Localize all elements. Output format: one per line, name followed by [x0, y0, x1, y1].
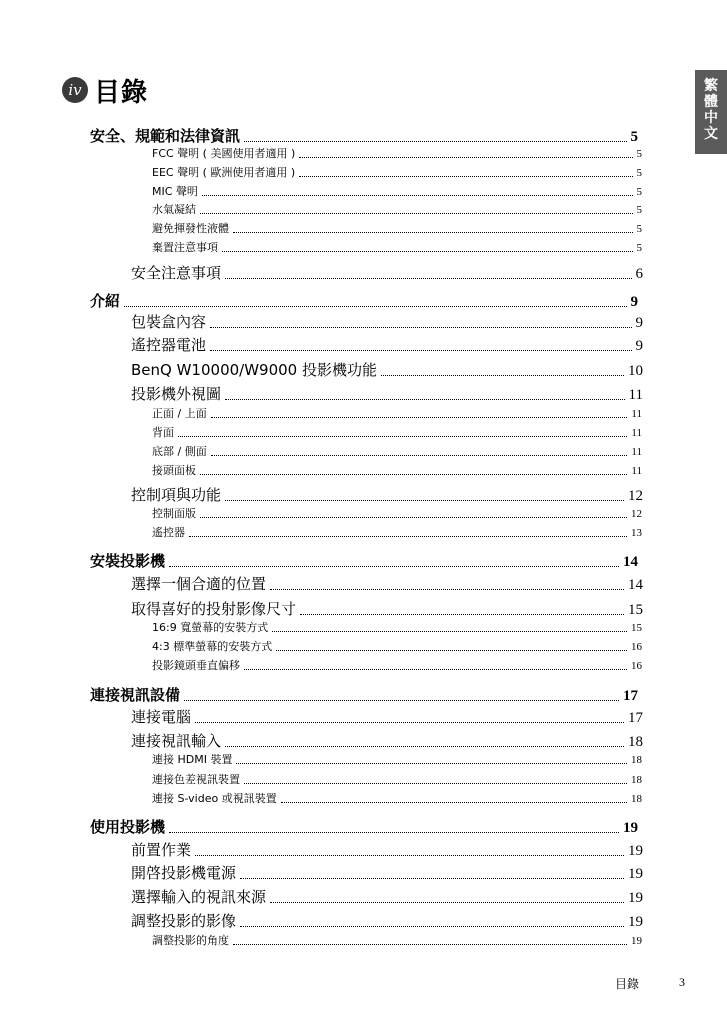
toc-dot-leader	[195, 722, 624, 723]
toc-entry[interactable]	[90, 290, 638, 311]
toc-entry-page: 5	[636, 148, 642, 160]
toc-entry-page: 9	[635, 338, 643, 354]
toc-entry[interactable]	[152, 462, 642, 478]
toc-entry-title: 遙控器電池	[131, 336, 207, 354]
toc-entry-title: 選擇輸入的視訊來源	[131, 888, 267, 906]
toc-entry[interactable]	[131, 598, 643, 619]
toc-entry-title: 連接電腦	[131, 708, 192, 726]
toc-dot-leader	[200, 474, 627, 475]
toc-entry-page: 19	[628, 843, 643, 859]
toc-entry-page: 13	[631, 527, 642, 539]
toc-dot-leader	[299, 176, 632, 177]
toc-entry-title: 取得喜好的投射影像尺寸	[131, 600, 297, 618]
toc-entry[interactable]	[131, 359, 643, 380]
toc-dot-leader	[281, 802, 627, 803]
toc-entry-page: 19	[631, 935, 642, 947]
page-title: 目錄	[94, 77, 149, 108]
page-header	[62, 72, 148, 108]
toc-entry[interactable]	[152, 201, 642, 217]
toc-entry-title: 接頭面板	[152, 464, 196, 477]
toc-entry-title: 連接色差視訊裝置	[152, 773, 240, 786]
toc-entry-page: 12	[628, 488, 643, 504]
toc-entry[interactable]	[152, 405, 642, 421]
toc-entry-title: 遙控器	[152, 526, 185, 539]
toc-dot-leader	[300, 614, 624, 615]
toc-dot-leader	[178, 436, 627, 437]
toc-dot-leader	[236, 763, 627, 764]
toc-entry-title: EEC 聲明 ( 歐洲使用者適用 )	[152, 166, 296, 179]
toc-dot-leader	[124, 306, 626, 307]
toc-entry[interactable]	[152, 424, 642, 440]
toc-entry-title: 安全、規範和法律資訊	[90, 127, 241, 145]
toc-entry-page: 5	[636, 167, 642, 179]
toc-entry-title: 連接 S-video 或視訊裝置	[152, 792, 277, 805]
toc-entry-page: 16	[631, 660, 642, 672]
toc-dot-leader	[225, 746, 624, 747]
toc-entry-page: 17	[628, 710, 643, 726]
page-footer	[615, 975, 685, 992]
toc-entry-title: 安全注意事項	[131, 264, 222, 282]
toc-entry[interactable]	[152, 183, 642, 199]
toc-dot-leader	[240, 926, 624, 927]
toc-entry-page: 19	[628, 866, 643, 882]
toc-entry-title: 使用投影機	[90, 818, 166, 836]
toc-entry-title: 背面	[152, 426, 174, 439]
toc-entry-page: 16	[631, 641, 642, 653]
toc-entry-title: 調整投影的角度	[152, 934, 229, 947]
toc-entry-page: 9	[635, 315, 643, 331]
toc-entry-title: MIC 聲明	[152, 185, 198, 198]
toc-entry-page: 5	[636, 204, 642, 216]
toc-entry-title: 16:9 寬螢幕的安裝方式	[152, 621, 269, 634]
toc-entry[interactable]	[152, 505, 642, 521]
toc-entry-title: 避免揮發性液體	[152, 222, 229, 235]
toc-entry[interactable]	[152, 751, 642, 767]
toc-entry-page: 19	[623, 820, 638, 836]
toc-dot-leader	[233, 232, 633, 233]
toc-entry-title: 介紹	[90, 292, 121, 310]
toc-entry[interactable]	[152, 619, 642, 635]
toc-entry[interactable]	[152, 771, 642, 787]
toc-entry[interactable]	[131, 573, 643, 594]
toc-dot-leader	[225, 278, 631, 279]
toc-entry[interactable]	[152, 220, 642, 236]
toc-entry-title: 正面 / 上面	[152, 407, 207, 420]
toc-entry[interactable]	[131, 311, 643, 332]
toc-dot-leader	[210, 350, 631, 351]
toc-entry-title: 連接視訊設備	[90, 686, 181, 704]
toc-entry[interactable]	[152, 524, 642, 540]
toc-dot-leader	[240, 878, 624, 879]
toc-entry[interactable]	[90, 125, 638, 146]
toc-entry[interactable]	[152, 239, 642, 255]
toc-dot-leader	[169, 566, 619, 567]
toc-entry[interactable]	[131, 334, 643, 355]
toc-dot-leader	[222, 251, 633, 252]
toc-entry-page: 11	[631, 446, 642, 458]
toc-entry-page: 12	[631, 508, 642, 520]
toc-entry-title: 選擇一個合適的位置	[131, 575, 267, 593]
toc-entry-page: 11	[631, 408, 642, 420]
toc-dot-leader	[211, 455, 628, 456]
toc-dot-leader	[244, 783, 627, 784]
toc-entry-title: FCC 聲明 ( 美國使用者適用 )	[152, 147, 296, 160]
toc-entry[interactable]	[152, 443, 642, 459]
toc-dot-leader	[210, 327, 631, 328]
toc-entry-title: 包裝盒內容	[131, 313, 207, 331]
toc-dot-leader	[270, 589, 624, 590]
toc-dot-leader	[189, 536, 627, 537]
toc-entry[interactable]	[131, 862, 643, 883]
toc-dot-leader	[225, 500, 624, 501]
toc-entry-page: 11	[631, 427, 642, 439]
footer-label: 目錄	[615, 977, 640, 991]
toc-dot-leader	[169, 832, 619, 833]
toc-dot-leader	[233, 944, 627, 945]
toc-entry[interactable]	[131, 262, 643, 283]
toc-entry-page: 5	[636, 242, 642, 254]
toc-entry-page: 17	[623, 688, 638, 704]
toc-dot-leader	[272, 631, 627, 632]
toc-entry-page: 5	[630, 129, 638, 145]
toc-dot-leader	[200, 517, 627, 518]
toc-entry-title: 開啓投影機電源	[131, 864, 237, 882]
toc-entry-title: 投影機外視圖	[131, 385, 222, 403]
toc-dot-leader	[202, 195, 633, 196]
toc-entry[interactable]	[152, 164, 642, 180]
toc-entry-page: 18	[631, 793, 642, 805]
toc-entry-page: 11	[631, 465, 642, 477]
toc-entry[interactable]	[131, 730, 643, 751]
toc-entry[interactable]	[131, 910, 643, 931]
toc-dot-leader	[195, 855, 624, 856]
toc-entry-title: 投影鏡頭垂直偏移	[152, 659, 240, 672]
toc-entry-page: 9	[630, 294, 638, 310]
language-side-tab	[695, 70, 727, 154]
toc-entry-title: 底部 / 側面	[152, 445, 207, 458]
toc-entry-page: 18	[631, 754, 642, 766]
toc-entry-page: 18	[628, 734, 643, 750]
toc-dot-leader	[184, 700, 619, 701]
toc-entry-title: 控制項與功能	[131, 486, 222, 504]
toc-entry-title: 4:3 標準螢幕的安裝方式	[152, 640, 273, 653]
toc-entry[interactable]	[90, 816, 638, 837]
toc-entry[interactable]	[90, 550, 638, 571]
toc-entry-title: 前置作業	[131, 841, 192, 859]
toc-entry[interactable]	[152, 145, 642, 161]
toc-entry-title: BenQ W10000/W9000 投影機功能	[131, 361, 377, 379]
toc-entry-page: 5	[636, 186, 642, 198]
toc-entry[interactable]	[152, 790, 642, 806]
toc-dot-leader	[270, 902, 624, 903]
toc-entry[interactable]	[131, 706, 643, 727]
toc-entry[interactable]	[152, 932, 642, 948]
toc-entry[interactable]	[152, 638, 642, 654]
toc-entry[interactable]	[131, 383, 643, 404]
toc-entry[interactable]	[152, 657, 642, 673]
toc-entry[interactable]	[131, 484, 643, 505]
toc-entry-page: 15	[628, 602, 643, 618]
toc-entry-page: 14	[623, 554, 638, 570]
toc-dot-leader	[244, 141, 626, 142]
toc-entry-title: 安裝投影機	[90, 552, 166, 570]
toc-dot-leader	[200, 213, 633, 214]
toc-entry-page: 11	[628, 387, 643, 403]
toc-dot-leader	[211, 417, 628, 418]
toc-dot-leader	[299, 157, 632, 158]
toc-entry-title: 棄置注意事項	[152, 241, 218, 254]
toc-entry-title: 調整投影的影像	[131, 912, 237, 930]
toc-entry[interactable]	[131, 839, 643, 860]
toc-entry-page: 10	[628, 363, 643, 379]
toc-entry-page: 5	[636, 223, 642, 235]
toc-dot-leader	[381, 375, 624, 376]
toc-entry-page: 14	[628, 577, 643, 593]
toc-entry-page: 15	[631, 622, 642, 634]
toc-entry-title: 水氣凝結	[152, 203, 196, 216]
toc-entry[interactable]	[131, 886, 643, 907]
toc-dot-leader	[225, 399, 625, 400]
toc-entry-title: 控制面版	[152, 507, 196, 520]
toc-dot-leader	[244, 669, 627, 670]
toc-entry-page: 19	[628, 914, 643, 930]
toc-entry[interactable]	[90, 684, 638, 705]
toc-entry-page: 19	[628, 890, 643, 906]
toc-entry-page: 18	[631, 774, 642, 786]
toc-entry-title: 連接 HDMI 裝置	[152, 753, 233, 766]
toc-entry-title: 連接視訊輸入	[131, 732, 222, 750]
roman-numeral-icon: iv	[62, 77, 88, 103]
language-label: 繁體中文	[704, 78, 718, 142]
footer-page-number: 3	[679, 975, 685, 989]
toc-entry-page: 6	[635, 266, 643, 282]
toc-dot-leader	[276, 650, 627, 651]
